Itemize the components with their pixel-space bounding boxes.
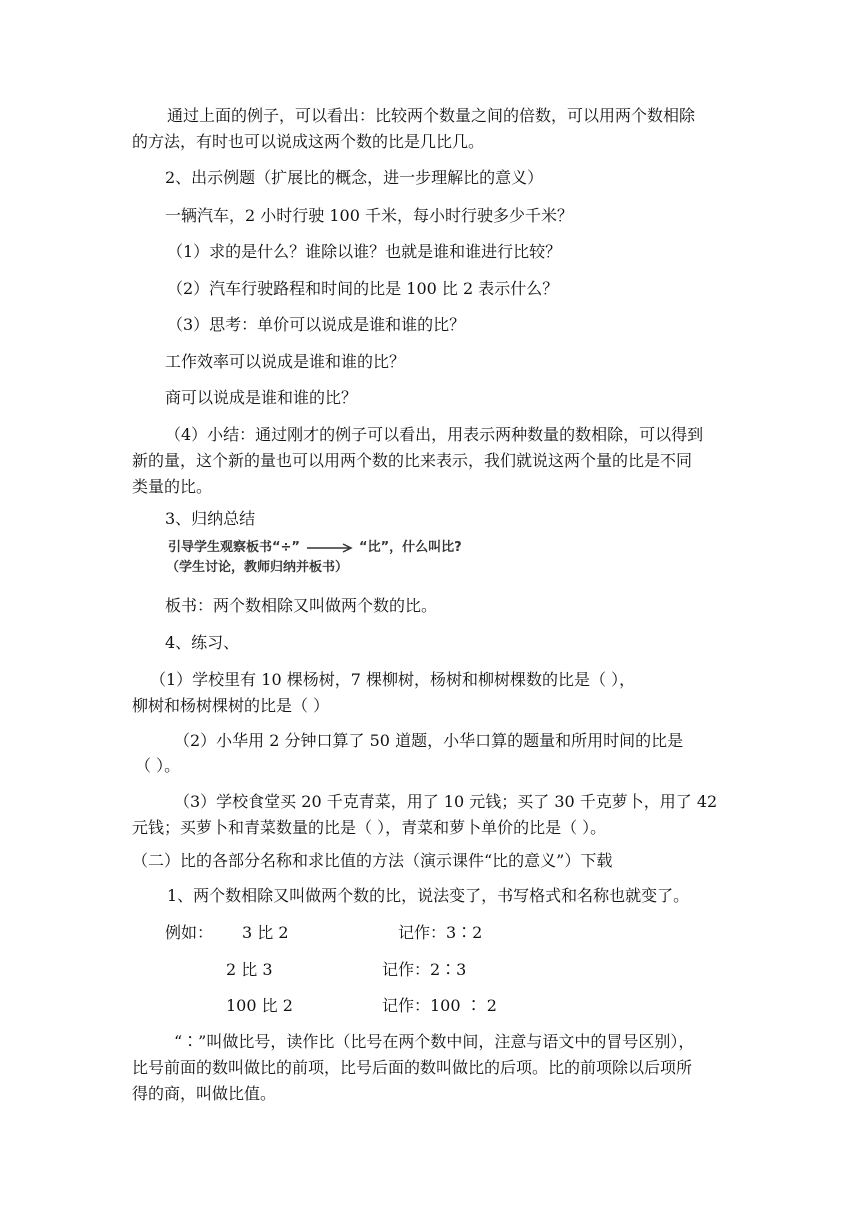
inset-text: “比”，什么叫比? [359,540,462,555]
question-2: （2）汽车行驶路程和时间的比是 100 比 2 表示什么？ [167,279,559,298]
exercise-line: 柳树和杨树棵树的比是（ ） [132,696,330,715]
summary-line: （4）小结：通过刚才的例子可以看出，用表示两种数量的数相除，可以得到 [165,425,704,444]
exercise-line: （1）学校里有 10 棵杨树，7 棵柳树，杨树和柳树棵数的比是（ ）， [150,670,636,689]
example-item: 100 比 2 [226,996,293,1015]
inset-text: 引导学生观察板书“÷” [168,540,300,555]
question-3: （3）思考：单价可以说成是谁和谁的比？ [167,315,466,334]
question-3c: 商可以说成是谁和谁的比？ [165,388,358,407]
section-heading: 3、归纳总结 [165,509,256,528]
example-notation: 记作：100 ∶ 2 [382,996,497,1015]
arrow-icon [305,543,355,553]
exercise-line: （2）小华用 2 分钟口算了 50 道题，小华口算的题量和所用时间的比是 [174,731,684,750]
inset-image [160,538,500,580]
question-1: （1）求的是什么？谁除以谁？也就是谁和谁进行比较？ [167,242,562,261]
paragraph-line: 的方法，有时也可以说成这两个数的比是几比几。 [132,132,485,151]
example-notation: 记作：2∶3 [382,960,467,979]
paragraph-line: 通过上面的例子，可以看出：比较两个数量之间的倍数，可以用两个数相除 [167,106,696,125]
question-3b: 工作效率可以说成是谁和谁的比？ [165,352,406,371]
exercise-line: （ ）。 [135,756,181,775]
definition-line: 比号前面的数叫做比的前项，比号后面的数叫做比的后项。比的前项除以后项所 [132,1058,693,1077]
definition-line: “∶”叫做比号，读作比（比号在两个数中间，注意与语文中的冒号区别）， [174,1032,695,1051]
section-heading: 2、出示例题（扩展比的概念，进一步理解比的意义） [165,168,544,187]
example-label: 例如： [165,923,214,942]
paragraph-line: 1、两个数相除又叫做两个数的比，说法变了，书写格式和名称也就变了。 [167,886,690,905]
exercise-line: （3）学校食堂买 20 千克青菜，用了 10 元钱；买了 30 千克萝卜，用了 42 [174,792,718,811]
summary-line: 新的量，这个新的量也可以用两个数的比来表示，我们就说这两个量的比是不同 [132,451,693,470]
inset-text: （学生讨论，教师归纳并板书） [166,560,349,575]
definition-line: 得的商，叫做比值。 [132,1084,277,1103]
example-question: 一辆汽车，2 小时行驶 100 千米，每小时行驶多少千米？ [165,206,573,225]
section-heading: 4、练习、 [165,633,240,652]
exercise-line: 元钱；买萝卜和青菜数量的比是（ ），青菜和萝卜单价的比是（ ）。 [132,818,607,837]
example-item: 2 比 3 [226,960,273,979]
example-item: 3 比 2 [242,923,289,942]
example-notation: 记作：3∶2 [398,923,483,942]
board-text: 板书：两个数相除又叫做两个数的比。 [165,596,438,615]
summary-line: 类量的比。 [132,477,213,496]
section-heading: （二）比的各部分名称和求比值的方法（演示课件“比的意义”）下载 [132,851,613,870]
